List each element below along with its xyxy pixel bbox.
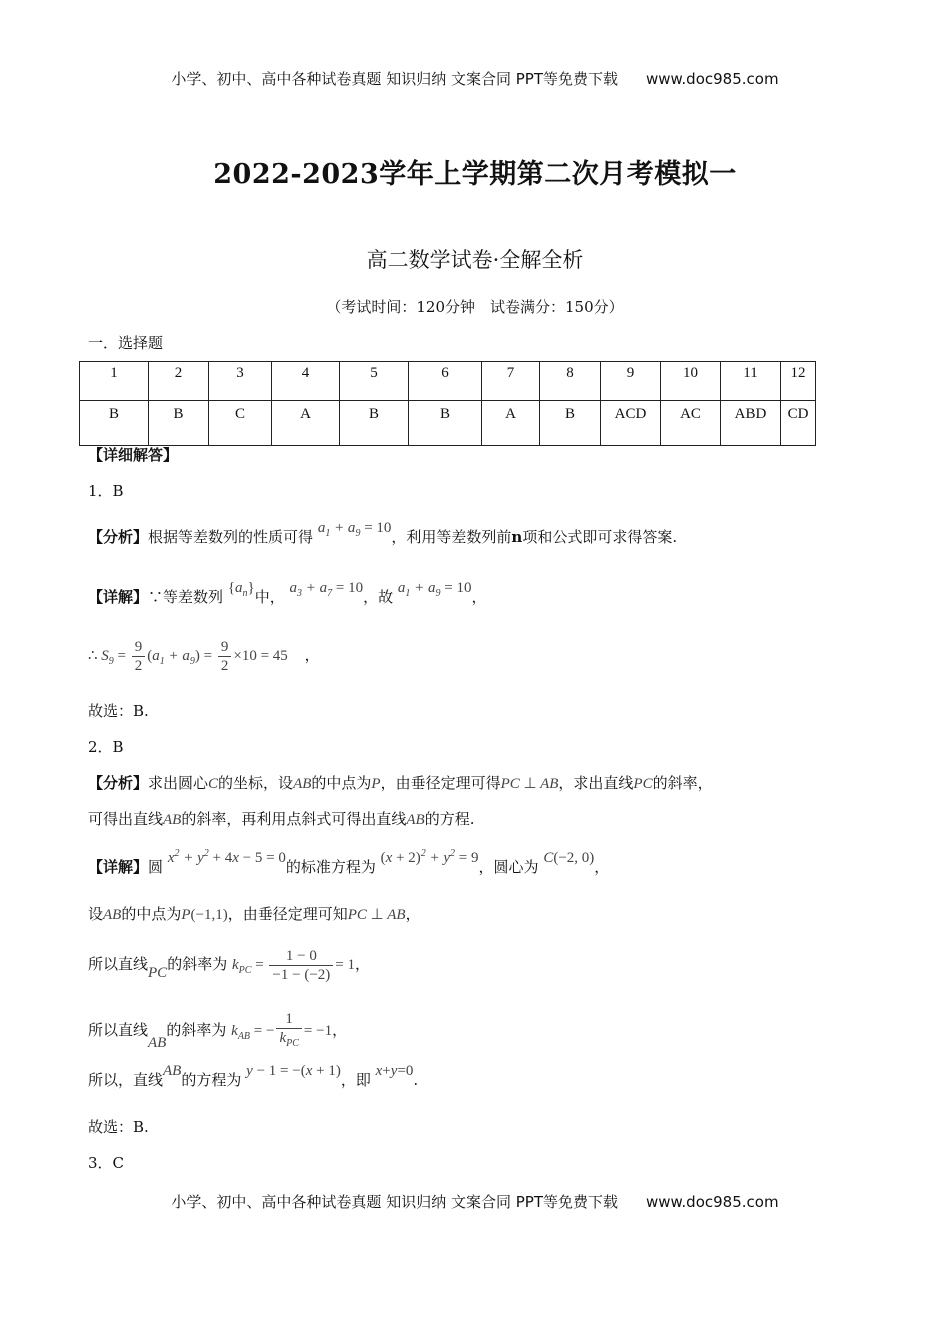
text-fragment: 圆 bbox=[148, 858, 164, 876]
q2-detail bbox=[88, 848, 610, 877]
formula-center: C(−2, 0) bbox=[543, 850, 595, 866]
text-fragment: n bbox=[511, 528, 523, 546]
math-ab: AB bbox=[163, 812, 182, 828]
text-fragment: 的斜率为 bbox=[166, 1020, 227, 1039]
text-fragment: 的坐标，设 bbox=[218, 774, 294, 792]
formula-point-slope: y − 1 = −(x + 1) bbox=[246, 1063, 341, 1079]
answer-number-cell: 9 bbox=[601, 362, 661, 401]
q2-slope-pc bbox=[88, 947, 370, 984]
text-fragment: ， bbox=[594, 858, 610, 876]
answer-value-cell: C bbox=[209, 401, 272, 446]
answer-value-cell: CD bbox=[781, 401, 816, 446]
text-fragment: ∵等差数列 bbox=[148, 588, 224, 606]
math-pc: PC bbox=[633, 776, 653, 792]
answer-number-row bbox=[80, 362, 816, 401]
answer-number-cell: 4 bbox=[272, 362, 340, 401]
text-fragment: ，圆心为 bbox=[478, 858, 539, 876]
text-fragment: 的方程. bbox=[424, 810, 475, 828]
math-pc: PC bbox=[148, 964, 168, 981]
text-fragment: ，由垂径定理可知 bbox=[227, 905, 348, 923]
text-fragment: 的斜率，再利用点斜式可得出直线 bbox=[181, 810, 407, 828]
text-fragment: 根据等差数列的性质可得 bbox=[148, 528, 314, 546]
q1-detail bbox=[88, 580, 487, 609]
q1-choose: 故选：B. bbox=[88, 702, 149, 720]
banner-text: 小学、初中、高中各种试卷真题 知识归纳 文案合同 PPT等免费下载 bbox=[171, 1193, 618, 1211]
formula-k-pc: $k_{PC}$ = $\frac{1 - 0}{-1 - (-2)}$ = 1 bbox=[231, 948, 355, 983]
answer-value-cell: ACD bbox=[601, 401, 661, 446]
answer-number-cell: 2 bbox=[149, 362, 209, 401]
footer-banner bbox=[0, 1191, 950, 1212]
header-banner bbox=[0, 68, 950, 89]
exam-info: （考试时间：120分钟 试卷满分：150分） bbox=[326, 298, 624, 316]
formula-sequence: $\{a_n\}$ bbox=[227, 580, 255, 599]
formula-pc-perp-ab: PC ⊥ AB bbox=[347, 907, 406, 923]
text-fragment: 的斜率， bbox=[652, 774, 713, 792]
math-p: P bbox=[371, 776, 381, 792]
q2-slope-ab bbox=[88, 1010, 347, 1053]
math-ab: AB bbox=[103, 907, 122, 923]
math-ab: AB bbox=[293, 776, 312, 792]
analysis-tag: 【分析】 bbox=[88, 528, 149, 546]
page-title: 2022-2023学年上学期第二次月考模拟一 bbox=[213, 159, 737, 190]
answer-value-cell: A bbox=[482, 401, 540, 446]
formula-s9: ∴ $S_9$ = $\frac{9}{2}$ $(a_1 + a_9)$ = $\frac{9}{2}$ ×10 = 45 bbox=[88, 639, 288, 674]
text-fragment: ， bbox=[471, 588, 487, 606]
answer-number-cell: 1 bbox=[80, 362, 149, 401]
text-fragment: 设 bbox=[88, 905, 104, 923]
text-fragment: 可得出直线 bbox=[88, 810, 164, 828]
text-fragment: ，利用等差数列前 bbox=[391, 528, 512, 546]
math-c: C bbox=[208, 776, 219, 792]
text-fragment: 中， bbox=[254, 588, 285, 606]
answer-value-cell: B bbox=[149, 401, 209, 446]
text-fragment: ，即 bbox=[340, 1071, 371, 1089]
page-subtitle: 高二数学试卷·全解全析 bbox=[366, 248, 584, 272]
text-fragment: 的中点为 bbox=[121, 905, 182, 923]
answer-number-cell: 3 bbox=[209, 362, 272, 401]
text-fragment: 项和公式即可求得答案. bbox=[522, 528, 678, 546]
text-fragment: 所以直线 bbox=[88, 1020, 149, 1039]
answer-value-cell: ABD bbox=[721, 401, 781, 446]
text-fragment: ， bbox=[355, 954, 371, 973]
text-fragment: ，求出直线 bbox=[558, 774, 634, 792]
q2-midpoint bbox=[88, 903, 421, 924]
answer-number-cell: 12 bbox=[781, 362, 816, 401]
answer-value-cell: B bbox=[340, 401, 409, 446]
text-fragment: ，由垂径定理可得 bbox=[380, 774, 501, 792]
text-fragment: 的方程为 bbox=[181, 1071, 242, 1089]
formula-k-ab: $k_{AB}$ = − $\frac{1}{k_{PC}}$ = −1 bbox=[231, 1011, 333, 1049]
text-fragment: 所以直线 bbox=[88, 954, 149, 973]
formula-circle: $x^2 + y^2 + 4x - 5 = 0$ bbox=[167, 848, 286, 866]
text-fragment: 的中点为 bbox=[311, 774, 372, 792]
detail-heading: 【详细解答】 bbox=[88, 446, 179, 464]
answer-table bbox=[79, 361, 816, 446]
banner-text: 小学、初中、高中各种试卷真题 知识归纳 文案合同 PPT等免费下载 bbox=[171, 70, 618, 88]
text-fragment: 求出圆心 bbox=[148, 774, 209, 792]
q2-line-equation bbox=[88, 1063, 419, 1090]
detail-tag: 【详解】 bbox=[88, 858, 149, 876]
text-fragment: ， bbox=[304, 645, 320, 664]
text-fragment: ， bbox=[405, 905, 421, 923]
formula-circle-standard: $(x + 2)^2 + y^2 = 9$ bbox=[380, 848, 479, 866]
formula-a1-a9: $a_1 + a_9 = 10$ bbox=[317, 520, 392, 539]
section-heading: 一．选择题 bbox=[88, 334, 164, 352]
q3-heading: 3．C bbox=[88, 1154, 125, 1172]
formula-result: x+y=0 bbox=[375, 1063, 414, 1079]
text-fragment: 的斜率为 bbox=[167, 954, 228, 973]
formula-a1-a9: $a_1 + a_9 = 10$ bbox=[397, 580, 472, 599]
answer-value-cell: B bbox=[409, 401, 482, 446]
text-fragment: . bbox=[413, 1071, 419, 1089]
answer-value-cell: AC bbox=[661, 401, 721, 446]
answer-value-cell: B bbox=[80, 401, 149, 446]
banner-site-link[interactable]: www.doc985.com bbox=[645, 1193, 779, 1211]
math-ab: AB bbox=[148, 1034, 167, 1051]
detail-tag: 【详解】 bbox=[88, 588, 149, 606]
text-fragment: ， bbox=[332, 1020, 348, 1039]
math-ab: AB bbox=[406, 812, 425, 828]
analysis-tag: 【分析】 bbox=[88, 774, 149, 792]
formula-a3-a7: $a_3 + a_7 = 10$ bbox=[289, 580, 364, 599]
answer-value-row bbox=[80, 401, 816, 446]
formula-pc-perp-ab: PC ⊥ AB bbox=[500, 776, 559, 792]
q1-analysis bbox=[88, 520, 678, 549]
q1-sum-formula bbox=[88, 638, 320, 675]
q2-choose: 故选：B. bbox=[88, 1118, 149, 1136]
answer-number-cell: 7 bbox=[482, 362, 540, 401]
answer-number-cell: 10 bbox=[661, 362, 721, 401]
text-fragment: 所以，直线 bbox=[88, 1071, 164, 1089]
formula-p-point: P(−1,1) bbox=[181, 907, 228, 923]
math-ab: AB bbox=[163, 1063, 182, 1079]
answer-number-cell: 5 bbox=[340, 362, 409, 401]
answer-number-cell: 8 bbox=[540, 362, 601, 401]
q2-analysis-cont bbox=[88, 808, 474, 829]
answer-number-cell: 11 bbox=[721, 362, 781, 401]
q2-heading: 2．B bbox=[88, 738, 124, 756]
banner-site-link[interactable]: www.doc985.com bbox=[645, 70, 779, 88]
q1-heading: 1．B bbox=[88, 482, 124, 500]
answer-value-cell: A bbox=[272, 401, 340, 446]
text-fragment: ，故 bbox=[363, 588, 394, 606]
answer-number-cell: 6 bbox=[409, 362, 482, 401]
answer-value-cell: B bbox=[540, 401, 601, 446]
text-fragment: 的标准方程为 bbox=[285, 858, 376, 876]
q2-analysis bbox=[88, 772, 713, 793]
